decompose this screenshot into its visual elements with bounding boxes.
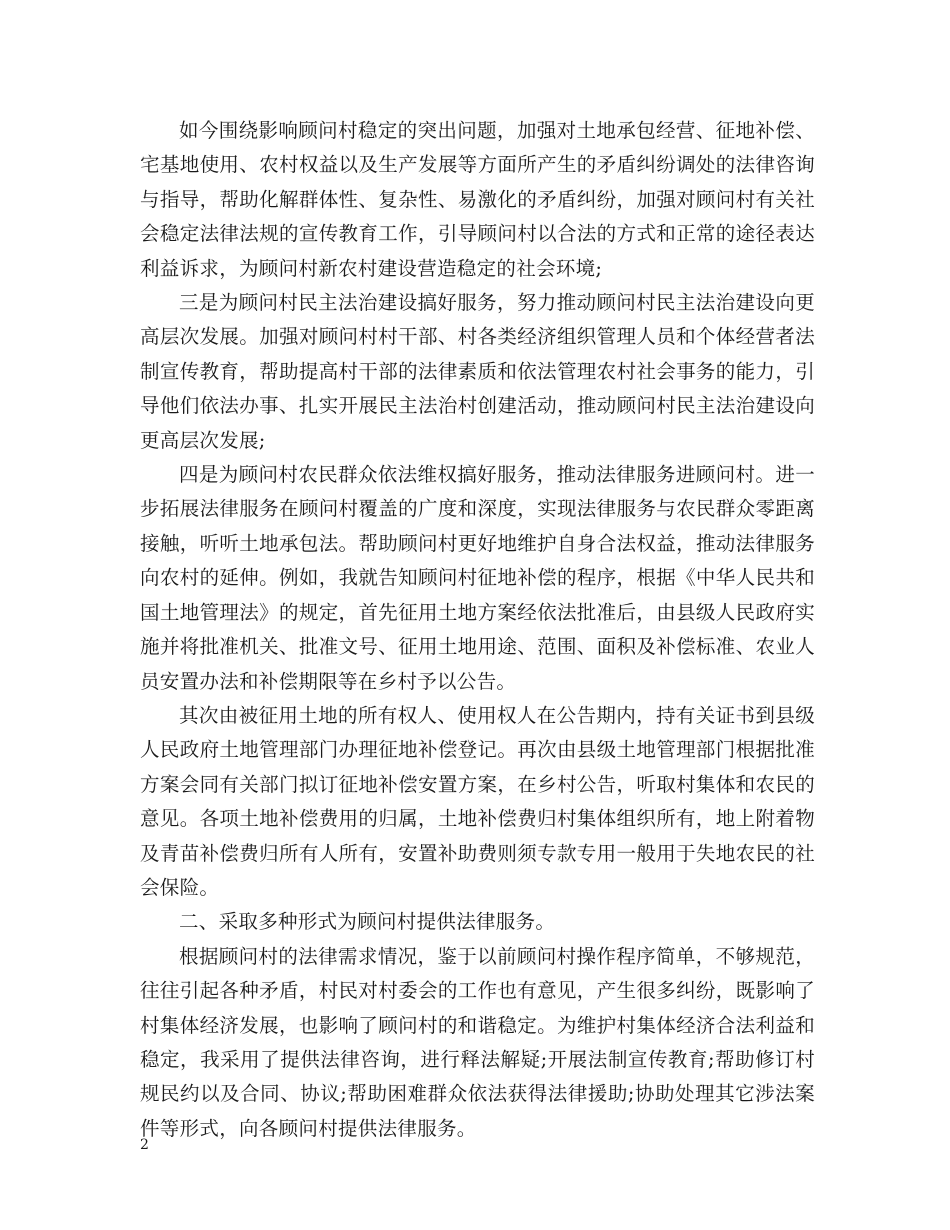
paragraph-3: 四是为顾问村农民群众依法维权搞好服务，推动法律服务进顾问村。进一步拓展法律服务在顾问村覆盖的广度和深度，实现法律服务与农民群众零距离接触，听听土地承包法。帮助顾问村更好地维护自身合法权益，推动法律服务向农村的延伸。例如，我就告知顾问村征地补偿的程序，根据《中华人民共和国土地管理法》的规定，首先征用土地方案经依法批准后，由县级人民政府实施并将批准机关、批准文号、征用土地用途、范围、面积及补偿标准、农业人员安置办法和补偿期限等在乡村予以公告。: [140, 463, 815, 693]
paragraph-2: 三是为顾问村民主法治建设搞好服务，努力推动顾问村民主法治建设向更高层次发展。加强对顾问村村干部、村各类经济组织管理人员和个体经营者法制宣传教育，帮助提高村干部的法律素质和依法管理农村社会事务的能力，引导他们依法办事、扎实开展民主法治村创建活动，推动顾问村民主法治建设向更高层次发展;: [140, 291, 815, 452]
paragraph-1: 如今围绕影响顾问村稳定的突出问题，加强对土地承包经营、征地补偿、宅基地使用、农村权益以及生产发展等方面所产生的矛盾纠纷调处的法律咨询与指导，帮助化解群体性、复杂性、易激化的矛盾纠纷，加强对顾问村有关社会稳定法律法规的宣传教育工作，引导顾问村以合法的方式和正常的途径表达利益诉求，为顾问村新农村建设营造稳定的社会环境;: [140, 119, 815, 280]
paragraph-4: 其次由被征用土地的所有权人、使用权人在公告期内，持有关证书到县级人民政府土地管理部门办理征地补偿登记。再次由县级土地管理部门根据批准方案会同有关部门拟订征地补偿安置方案，在乡村公告，听取村集体和农民的意见。各项土地补偿费用的归属，土地补偿费归村集体组织所有，地上附着物及青苗补偿费归所有人所有，安置补助费则须专款专用一般用于失地农民的社会保险。: [140, 703, 815, 899]
section-heading: 二、采取多种形式为顾问村提供法律服务。: [179, 910, 556, 934]
paragraph-5: 根据顾问村的法律需求情况，鉴于以前顾问村操作程序简单，不够规范，往往引起各种矛盾，村民对村委会的工作也有意见，产生很多纠纷，既影响了村集体经济发展，也影响了顾问村的和谐稳定。为维护村集体经济合法利益和稳定，我采用了提供法律咨询，进行释法解疑;开展法制宣传教育;帮助修订村规民约以及合同、协议;帮助困难群众依法获得法律援助;协助处理其它涉法案件等形式，向各顾问村提供法律服务。: [140, 944, 815, 1140]
body-text: [140, 114, 815, 1146]
page-number: 2: [140, 1137, 149, 1153]
